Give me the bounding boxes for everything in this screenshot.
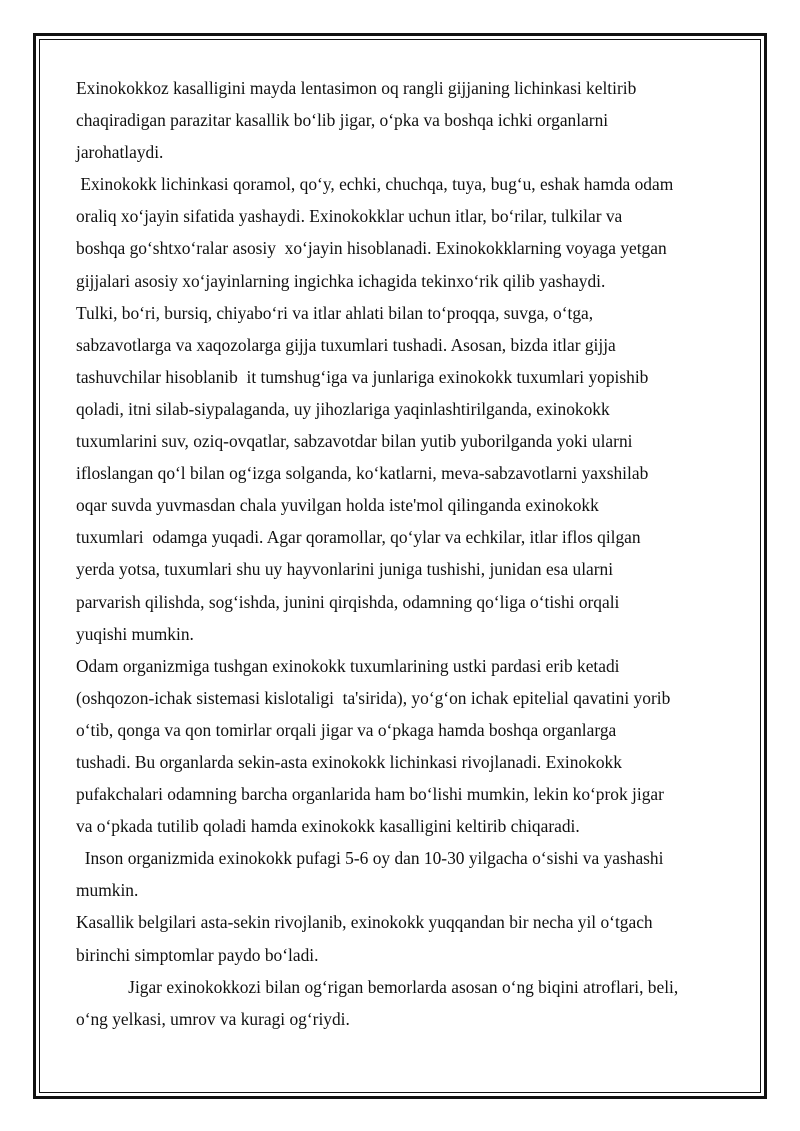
text-line: yerda yotsa, tuxumlari shu uy hayvonlarini juniga tushishi, junidan esa ularni (76, 559, 614, 580)
text-line: (oshqozon-ichak sistemasi kislotaligi ta'sirida), yo‘g‘on ichak epitelial qavatini yorib (76, 687, 671, 708)
text-line: oraliq xo‘jayin sifatida yashaydi. Exinokokklar uchun itlar, bo‘rilar, tulkilar va (76, 206, 623, 227)
document-body (76, 72, 736, 1035)
text-line: yuqishi mumkin. (76, 623, 194, 644)
text-line: Kasallik belgilari asta-sekin rivojlanib, exinokokk yuqqandan bir necha yil o‘tgach (76, 912, 653, 933)
text-line: o‘ng yelkasi, umrov va kuragi og‘riydi. (76, 1008, 350, 1029)
text-line: Inson organizmida exinokokk pufagi 5-6 oy dan 10-30 yilgacha o‘sishi va yashashi (76, 848, 664, 869)
text-line: o‘tib, qonga va qon tomirlar orqali jigar va o‘pkaga hamda boshqa organlarga (76, 719, 617, 740)
text-line: qoladi, itni silab-siypalaganda, uy jihozlariga yaqinlashtirilganda, exinokokk (76, 398, 610, 419)
text-line: tuxumlari odamga yuqadi. Agar qoramollar, qo‘ylar va echkilar, itlar iflos qilgan (76, 527, 641, 548)
text-line: ifloslangan qo‘l bilan og‘izga solganda, ko‘katlarni, meva-sabzavotlarni yaxshilab (76, 463, 649, 484)
text-line: Jigar exinokokkozi bilan og‘rigan bemorlarda asosan o‘ng biqini atroflari, beli, (76, 976, 679, 997)
text-line: mumkin. (76, 880, 139, 901)
text-line: gijjalari asosiy xo‘jayinlarning ingichka ichagida tekinxo‘rik qilib yashaydi. (76, 270, 606, 291)
text-line: Tulki, bo‘ri, bursiq, chiyabo‘ri va itlar ahlati bilan to‘proqqa, suvga, o‘tga, (76, 302, 594, 323)
text-line: chaqiradigan parazitar kasallik bo‘lib jigar, o‘pka va boshqa ichki organlarni (76, 110, 609, 131)
text-line: parvarish qilishda, sog‘ishda, junini qirqishda, odamning qo‘liga o‘tishi orqali (76, 591, 620, 612)
text-line: jarohatlaydi. (76, 142, 164, 163)
text-line: boshqa go‘shtxo‘ralar asosiy xo‘jayin hisoblanadi. Exinokokklarning voyaga yetgan (76, 238, 667, 259)
text-line: tushadi. Bu organlarda sekin-asta exinokokk lichinkasi rivojlanadi. Exinokokk (76, 751, 622, 772)
text-line: tuxumlarini suv, oziq-ovqatlar, sabzavotdar bilan yutib yuborilganda yoki ularni (76, 431, 633, 452)
text-line: Odam organizmiga tushgan exinokokk tuxumlarining ustki pardasi erib ketadi (76, 655, 620, 676)
text-line: sabzavotlarga va xaqozolarga gijja tuxumlari tushadi. Asosan, bizda itlar gijja (76, 334, 616, 355)
text-line: Exinokokk lichinkasi qoramol, qo‘y, echki, chuchqa, tuya, bug‘u, eshak hamda odam (76, 174, 674, 195)
text-line: va o‘pkada tutilib qoladi hamda exinokokk kasalligini keltirib chiqaradi. (76, 816, 580, 837)
text-line: oqar suvda yuvmasdan chala yuvilgan holda iste'mol qilinganda exinokokk (76, 495, 599, 516)
text-line: pufakchalari odamning barcha organlarida ham bo‘lishi mumkin, lekin ko‘prok jigar (76, 784, 664, 805)
text-line: Exinokokkoz kasalligini mayda lentasimon oq rangli gijjaning lichinkasi keltirib (76, 78, 637, 98)
text-line: birinchi simptomlar paydo bo‘ladi. (76, 944, 319, 965)
text-line: tashuvchilar hisoblanib it tumshug‘iga va junlariga exinokokk tuxumlari yopishib (76, 366, 649, 387)
